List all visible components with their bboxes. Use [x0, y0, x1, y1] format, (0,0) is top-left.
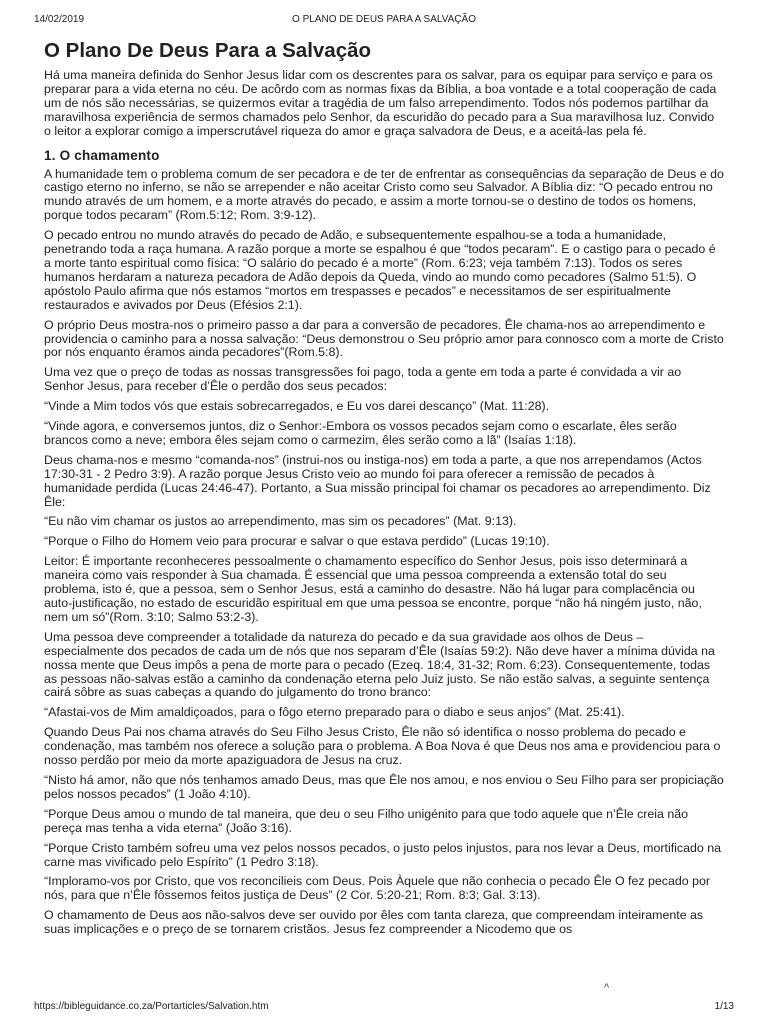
print-header — [34, 14, 734, 28]
quote-paragraph: “Porque Deus amou o mundo de tal maneira, que deu o seu Filho unigénito para que todo aquele que n’Êle creia não pereça mas tenha a vida eterna” (João 3:16). — [44, 806, 689, 835]
print-footer — [34, 1001, 734, 1015]
quote-paragraph: “Vinde a Mim todos vós que estais sobrecarregados, e Eu vos darei descanço” (Mat. 11:28). — [44, 399, 550, 414]
intro-paragraph: Há uma maneira definida do Senhor Jesus lidar com os descrentes para os salvar, para os equipar para serviço e para os preparar para a vida eterna no céu. De acôrdo com as normas fixas da Bíblia, a boa vontade e a total cooperação de cada um de nós são necessárias, se quizermos evitar a tragédia de um falso arrependimento. Todos nós podemos partilhar da maravilhosa experiência de sermos chamados pelo Senhor, da escuridão do pecado para a Sua maravilhosa luz. Convido o leitor a explorar comigo a imperscrutável riqueza do amor e graça salvadora de Deus, e a aceitá-las pela fé. — [44, 68, 717, 138]
section-heading: 1. O chamamento — [44, 147, 160, 163]
paragraph: O próprio Deus mostra-nos o primeiro passo a dar para a conversão de pecadores. Êle chama-nos ao arrependimento e providencia o caminho para a nossa salvação: “Deus demonstrou o Seu próprio amor para connosco com a morte de Cristo por nós enquanto éramos ainda pecadores”(Rom.5:8). — [44, 317, 724, 360]
quote-paragraph: “Imploramo-vos por Cristo, que vos reconcilieis com Deus. Pois Àquele que não conhecia o pecado Êle O fez pecado por nós, para que n’Êle fôssemos feitos justiça de Deus” (2 Cor. 5:20-21; Rom. 8:3; Gal. 3:13). — [44, 874, 711, 903]
quote-paragraph: “Porque o Filho do Homem veio para procurar e salvar o que estava perdido” (Lucas 19:10). — [44, 534, 550, 549]
print-doc-title: O PLANO DE DEUS PARA A SALVAÇÃO — [292, 14, 476, 25]
article — [44, 38, 724, 943]
quote-paragraph: “Porque Cristo também sofreu uma vez pelos nossos pecados, o justo pelos injustos, para nos levar a Deus, mortificado na carne mas vivificado pelo Espírito” (1 Pedro 3:18). — [44, 840, 722, 869]
quote-paragraph: “Eu não vim chamar os justos ao arrependimento, mas sim os pecadores” (Mat. 9:13). — [44, 514, 517, 529]
paragraph: Uma vez que o preço de todas as nossas transgressões foi pago, toda a gente em toda a parte é convidada a vir ao Senhor Jesus, para receber d’Êle o perdão dos seus pecados: — [44, 365, 682, 394]
print-source-url: https://bibleguidance.co.za/Portarticles/Salvation.htm — [34, 1001, 269, 1012]
paragraph: O pecado entrou no mundo através do pecado de Adão, e subsequentemente espalhou-se a toda a humanidade, penetrando toda a raça humana. A razão porque a morte se espalhou é que “todos pecaram”. E o castigo para o pecado é a morte tanto espiritual como física: “O salário do pecado é a morte” (Rom. 6:23; veja também 7:13). Todos os seres humanos herdaram a natureza pecadora de Adão depois da Queda, vindo ao mundo como pecadores (Salmo 51:5). O apóstolo Paulo afirma que nós estamos “mortos em trespasses e pecados” e necessitamos de ser espiritualmente restaurados e avivados por Deus (Efésios 2:1). — [44, 228, 716, 312]
quote-paragraph: “Vinde agora, e conversemos juntos, diz o Senhor:-Embora os vossos pecados sejam como o escarlate, êles serão brancos como a neve; embora êles sejam como o carmezim, êles serão como a lã” (Isaías 1:18). — [44, 419, 677, 447]
quote-paragraph: “Nisto há amor, não que nós tenhamos amado Deus, mas que Êle nos amou, e nos enviou o Seu Filho para ser propiciação pelos nossos pecados” (1 João 4:10). — [44, 772, 724, 801]
paragraph: A humanidade tem o problema comum de ser pecadora e de ter de enfrentar as consequências da separação de Deus e do castigo eterno no inferno, se não se arrepender e não aceitar Cristo como seu Salvador. A Bíblia diz: “O pecado entrou no mundo através de um homem, e a morte através do pecado, e assim a morte tornou-se o destino de todos os homens, porque todos pecaram” (Rom.5:12; Rom. 3:9-12). — [44, 166, 724, 223]
paragraph: Quando Deus Pai nos chama através do Seu Filho Jesus Cristo, Êle não só identifica o nosso problema do pecado e condenação, mas também nos oferece a solução para o problema. A Boa Nova é que Deus nos ama e providenciou para o nosso perdão por meio da morte apaziguadora de Jesus na cruz. — [44, 725, 721, 768]
print-date: 14/02/2019 — [34, 14, 85, 25]
page-title: O Plano De Deus Para a Salvação — [44, 39, 372, 62]
page-number: 1/13 — [714, 1001, 734, 1012]
paragraph: Deus chama-nos e mesmo “comanda-nos” (instrui-nos ou instiga-nos) em toda a parte, a que nos arrependamos (Actos 17:30-31 - 2 Pedro 3:9). A razão porque Jesus Cristo veio ao mundo foi para oferecer a remissão de pecados à humanidade perdida (Lucas 24:46-47). Portanto, a Sua missão principal foi chamar os pecadores ao arrependimento. Diz Êle: — [44, 452, 711, 509]
paragraph: Uma pessoa deve compreender a totalidade da natureza do pecado e da sua gravidade aos olhos de Deus – especialmente dos pecados de cada um de nós que nos separam d’Êle (Isaías 59:2). Não deve haver a mínima dúvida na nossa mente que Deus impôs a pena de morte para o pecado (Ezeq. 18:4, 31-32; Rom. 6:23). Consequentemente, todas as pessoas não-salvas estão a caminho da condenação eterna pelo Juiz justo. Se não estão salvas, a seguinte sentença cairá sôbre as suas cabeças a quando do julgamento do trono branco: — [44, 629, 715, 700]
cut-off-diacritic: ^ — [604, 982, 610, 994]
paragraph: O chamamento de Deus aos não-salvos deve ser ouvido por êles com tanta clareza, que compreendam inteiramente as suas implicações e o preço de se tornarem cristãos. Jesus fez compreender a Nicodemo que os — [44, 908, 704, 937]
quote-paragraph: “Afastai-vos de Mim amaldiçoados, para o fôgo eterno preparado para o diabo e seus anjos” (Mat. 25:41). — [44, 705, 625, 720]
paragraph: Leitor: É importante reconheceres pessoalmente o chamamento específico do Senhor Jesus, pois isso determinará a maneira como vais responder à Sua chamada. É essencial que uma pessoa compreenda a extensão total do seu problema, isto é, que a pessoa, sem o Senhor Jesus, está a caminho do desastre. Não há lugar para complacência ou auto-justificação, no estado de escuridão espiritual em que uma pessoa se encontre, porque “não há ningém justo, não, nem um só”(Rom. 3:10; Salmo 53:2-3). — [44, 554, 702, 624]
